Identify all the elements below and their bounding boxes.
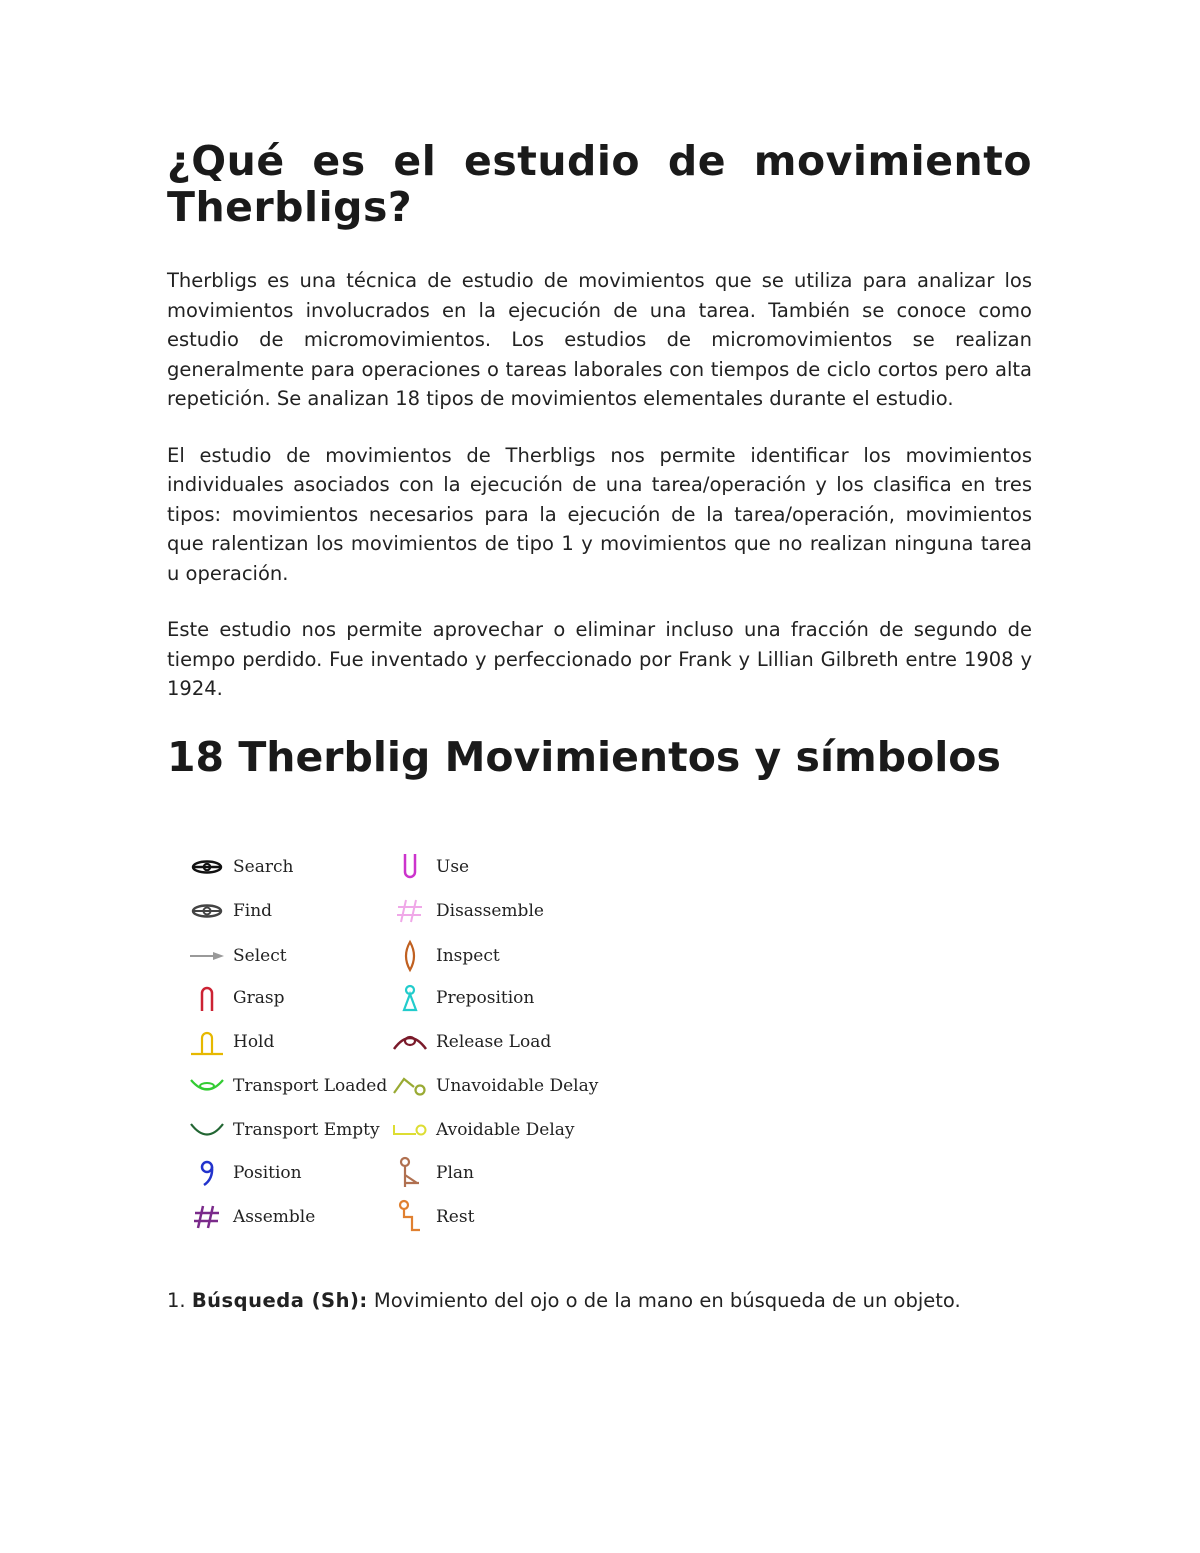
legend-item-hold xyxy=(187,1020,274,1064)
legend-label: Transport Loaded xyxy=(233,1076,388,1096)
plan-icon xyxy=(390,1155,430,1191)
rest-icon xyxy=(390,1199,430,1235)
transport-empty-icon xyxy=(187,1112,227,1148)
page-title-line-2: Therbligs? xyxy=(167,183,413,231)
legend-label: Use xyxy=(436,857,470,877)
use-icon xyxy=(390,849,430,885)
hold-icon xyxy=(187,1024,227,1060)
legend-item-release-load xyxy=(390,1020,551,1064)
disassemble-icon xyxy=(390,893,430,929)
list-item-busqueda xyxy=(167,1286,1032,1316)
legend-label: Avoidable Delay xyxy=(436,1120,575,1140)
legend-label: Grasp xyxy=(233,988,285,1008)
legend-label: Plan xyxy=(436,1163,474,1183)
legend-label: Position xyxy=(233,1163,302,1183)
eye-icon xyxy=(187,849,227,885)
content-column xyxy=(167,138,1032,781)
legend-item-avoidable-delay xyxy=(390,1108,575,1152)
therblig-symbol-legend xyxy=(187,845,607,1245)
position-icon xyxy=(187,1155,227,1191)
legend-item-disassemble xyxy=(390,889,544,933)
grasp-icon xyxy=(187,980,227,1016)
unavoidable-delay-icon xyxy=(390,1068,430,1104)
paragraph-history: Este estudio nos permite aprovechar o eliminar incluso una fracción de segundo de tiempo perdido. Fue inventado y perfeccionado por Frank y Lillian Gilbreth entre 1908 y 1924. xyxy=(167,618,1032,700)
list-item-term: Búsqueda (Sh): xyxy=(191,1289,368,1312)
legend-item-search xyxy=(187,845,293,889)
legend-label: Find xyxy=(233,901,273,921)
legend-label: Inspect xyxy=(436,946,500,966)
page-title-line-1: ¿Qué es el estudio de movimiento xyxy=(167,137,1032,185)
preposition-icon xyxy=(390,980,430,1016)
legend-item-unavoidable-delay xyxy=(390,1064,598,1108)
legend-item-grasp xyxy=(187,976,284,1020)
legend-label: Transport Empty xyxy=(233,1120,380,1140)
inspect-icon xyxy=(390,938,430,974)
transport-loaded-icon xyxy=(187,1068,227,1104)
legend-item-inspect xyxy=(390,934,500,978)
legend-item-position xyxy=(187,1151,302,1195)
legend-label: Release Load xyxy=(436,1032,552,1052)
assemble-icon xyxy=(187,1199,227,1235)
paragraph-classification: El estudio de movimientos de Therbligs nos permite identificar los movimientos individuales asociados con la ejecución de una tarea/operación y los clasifica en tres tipos: movimientos necesarios para la ejecución de la tarea/operación, movimientos que ralentizan los movimientos de tipo 1 y movimientos que no realizan ninguna tarea u operación. xyxy=(167,443,1032,585)
eye-dashed-icon xyxy=(187,893,227,929)
legend-item-plan xyxy=(390,1151,474,1195)
legend-label: Preposition xyxy=(436,988,535,1008)
release-load-icon xyxy=(390,1024,430,1060)
section-heading: 18 Therblig Movimientos y símbolos xyxy=(167,732,1001,781)
legend-label: Select xyxy=(233,946,287,966)
list-item-number: 1. xyxy=(167,1289,186,1312)
legend-label: Rest xyxy=(436,1207,475,1227)
page-title xyxy=(167,138,1032,230)
legend-label: Unavoidable Delay xyxy=(436,1076,599,1096)
legend-label: Search xyxy=(233,857,294,877)
legend-item-transport-loaded xyxy=(187,1064,387,1108)
legend-label: Hold xyxy=(233,1032,275,1052)
legend-item-find xyxy=(187,889,272,933)
legend-item-select xyxy=(187,934,287,978)
legend-item-use xyxy=(390,845,469,889)
legend-item-assemble xyxy=(187,1195,315,1239)
list-item-text: Movimiento del ojo o de la mano en búsqueda de un objeto. xyxy=(373,1289,961,1312)
legend-item-transport-empty xyxy=(187,1108,380,1152)
paragraph-intro: Therbligs es una técnica de estudio de movimientos que se utiliza para analizar los movimientos involucrados en la ejecución de una tarea. También se conoce como estudio de micromovimientos. Los estudios de micromovimientos se realizan generalmente para operaciones o tareas laborales con tiempos de ciclo cortos pero alta repetición. Se analizan 18 tipos de movimientos elementales durante el estudio. xyxy=(167,269,1032,410)
legend-item-preposition xyxy=(390,976,534,1020)
arrow-icon xyxy=(187,938,227,974)
legend-item-rest xyxy=(390,1195,474,1239)
avoidable-delay-icon xyxy=(390,1112,430,1148)
legend-label: Disassemble xyxy=(436,901,544,921)
legend-label: Assemble xyxy=(233,1207,316,1227)
